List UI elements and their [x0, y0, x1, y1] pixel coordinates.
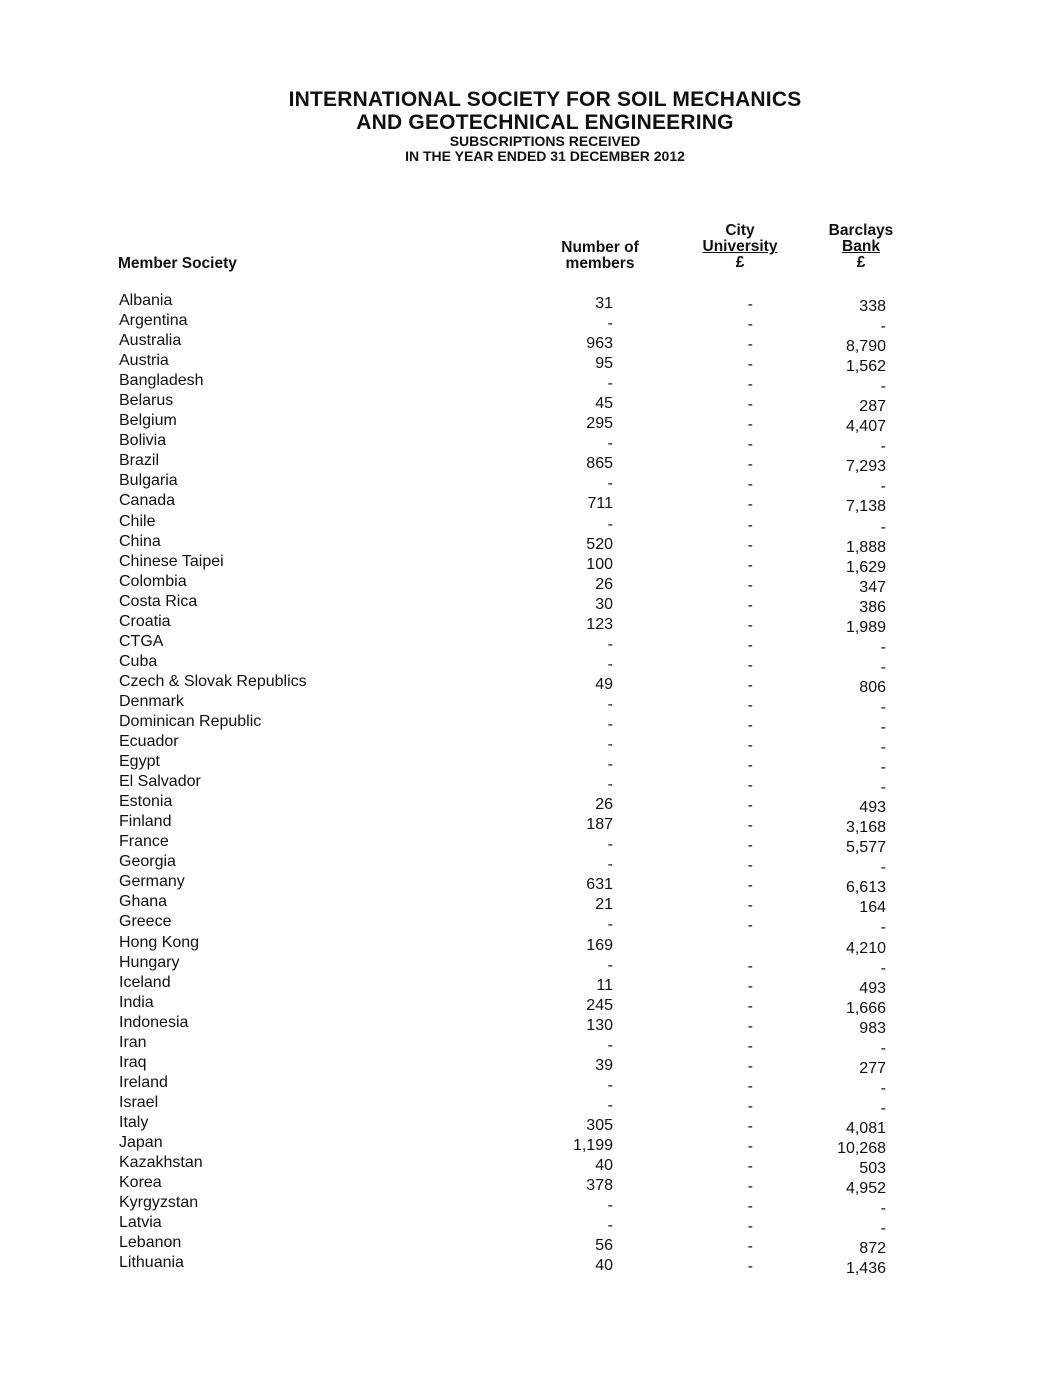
member-society-name: Lithuania: [119, 1254, 184, 1272]
member-society-name: Georgia: [119, 853, 176, 871]
column-header-number-of-members: [540, 240, 660, 272]
city-university-cell: -: [747, 396, 753, 414]
barclays-bank-cell: -: [880, 438, 886, 456]
bank-header-line-2: Bank: [842, 238, 880, 255]
member-society-name: Brazil: [119, 452, 160, 470]
member-society-name: Costa Rica: [119, 592, 198, 610]
barclays-bank-cell: -: [880, 318, 886, 336]
table-row: [0, 512, 1043, 536]
city-university-cell: -: [747, 316, 753, 334]
subscriptions-table-body: [0, 292, 1043, 1278]
table-row: [0, 973, 1043, 997]
bank-header-line-1: Barclays: [828, 222, 894, 239]
city-university-cell: -: [747, 616, 753, 634]
number-of-members-cell: -: [607, 375, 613, 393]
member-society-name: Finland: [119, 813, 172, 831]
number-of-members-cell: -: [607, 836, 613, 854]
table-row: [0, 1254, 1043, 1278]
number-of-members-cell: -: [607, 515, 613, 533]
member-society-name: India: [119, 993, 154, 1011]
table-row: [0, 472, 1043, 496]
number-of-members-cell: 865: [586, 455, 613, 473]
table-row: [0, 652, 1043, 676]
table-row: [0, 953, 1043, 977]
number-of-members-cell: -: [607, 695, 613, 713]
member-society-name: France: [119, 833, 169, 851]
number-of-members-cell: -: [607, 956, 613, 974]
column-header-barclays-bank: [800, 223, 922, 271]
barclays-bank-cell: -: [880, 638, 886, 656]
member-society-name: Latvia: [119, 1214, 162, 1232]
barclays-bank-cell: -: [880, 739, 886, 757]
city-university-cell: -: [747, 1017, 753, 1035]
number-of-members-cell: -: [607, 756, 613, 774]
barclays-bank-cell: 4,952: [845, 1180, 886, 1198]
number-header-line-2: members: [565, 255, 635, 272]
number-of-members-cell: -: [607, 435, 613, 453]
member-society-name: Denmark: [119, 692, 184, 710]
table-row: [0, 712, 1043, 736]
city-header-line-2: University: [702, 238, 778, 255]
city-university-cell: -: [747, 1198, 753, 1216]
city-university-cell: -: [747, 797, 753, 815]
member-society-name: Australia: [119, 332, 182, 350]
member-society-name: Ecuador: [119, 733, 179, 751]
member-society-name: Chinese Taipei: [119, 552, 224, 570]
number-of-members-cell: -: [607, 315, 613, 333]
number-of-members-cell: 31: [595, 295, 613, 312]
table-row: [0, 893, 1043, 917]
barclays-bank-cell: 806: [859, 678, 886, 696]
barclays-bank-cell: 1,989: [845, 618, 886, 636]
barclays-bank-cell: 386: [859, 598, 886, 616]
barclays-bank-cell: 493: [859, 799, 886, 817]
table-row: [0, 592, 1043, 616]
city-university-cell: -: [747, 656, 753, 674]
number-of-members-cell: 95: [595, 355, 613, 373]
city-university-cell: -: [747, 1158, 753, 1176]
table-row: [0, 492, 1043, 516]
number-of-members-cell: 26: [595, 575, 613, 593]
table-row: [0, 332, 1043, 356]
number-of-members-cell: 130: [586, 1016, 613, 1034]
barclays-bank-cell: -: [880, 779, 886, 797]
barclays-bank-cell: -: [880, 378, 886, 396]
table-row: [0, 1013, 1043, 1037]
city-university-cell: -: [747, 837, 753, 855]
table-row: [0, 532, 1043, 556]
number-of-members-cell: -: [607, 1096, 613, 1114]
number-of-members-cell: 187: [586, 816, 613, 834]
number-of-members-cell: 295: [586, 415, 613, 433]
number-of-members-cell: 378: [586, 1177, 613, 1195]
member-society-name: Austria: [119, 352, 169, 370]
number-of-members-cell: 11: [596, 976, 613, 994]
number-of-members-cell: -: [607, 1036, 613, 1054]
city-university-cell: -: [747, 636, 753, 654]
barclays-bank-cell: 4,210: [845, 939, 886, 957]
table-row: [0, 1073, 1043, 1097]
city-university-cell: -: [747, 957, 753, 975]
table-row: [0, 672, 1043, 696]
member-society-name: Bulgaria: [119, 472, 178, 490]
barclays-bank-cell: 1,629: [845, 558, 886, 576]
city-header-line-1: City: [725, 222, 755, 239]
member-society-name: Iraq: [119, 1053, 147, 1071]
table-row: [0, 1033, 1043, 1057]
barclays-bank-cell: -: [880, 658, 886, 676]
city-university-cell: -: [747, 897, 753, 915]
member-society-label: Member Society: [118, 255, 237, 272]
table-row: [0, 392, 1043, 416]
barclays-bank-cell: 1,436: [845, 1260, 886, 1278]
table-row: [0, 933, 1043, 957]
number-of-members-cell: -: [607, 1197, 613, 1215]
city-university-cell: -: [747, 1178, 753, 1196]
city-university-cell: -: [747, 977, 753, 995]
bank-header-currency: £: [856, 254, 866, 271]
table-row: [0, 692, 1043, 716]
barclays-bank-cell: 493: [859, 979, 886, 997]
city-university-cell: -: [747, 456, 753, 474]
barclays-bank-cell: 287: [859, 398, 886, 416]
report-header: [0, 88, 1043, 164]
number-of-members-cell: 21: [595, 896, 613, 914]
barclays-bank-cell: 503: [859, 1160, 886, 1178]
city-university-cell: -: [747, 917, 753, 935]
number-of-members-cell: 711: [587, 495, 613, 513]
number-of-members-cell: -: [607, 856, 613, 874]
city-university-cell: -: [747, 1037, 753, 1055]
city-university-cell: -: [747, 877, 753, 895]
city-university-cell: -: [747, 336, 753, 354]
table-row: [0, 853, 1043, 877]
table-row: [0, 432, 1043, 456]
member-society-name: Bolivia: [119, 432, 167, 450]
number-of-members-cell: 305: [586, 1116, 613, 1134]
city-university-cell: -: [747, 576, 753, 594]
city-university-cell: -: [747, 757, 753, 775]
table-row: [0, 452, 1043, 476]
barclays-bank-cell: 1,666: [845, 999, 886, 1017]
member-society-name: Cuba: [119, 652, 158, 670]
barclays-bank-cell: 4,407: [845, 418, 886, 436]
member-society-name: Israel: [119, 1093, 159, 1111]
member-society-name: Czech & Slovak Republics: [119, 672, 307, 690]
number-of-members-cell: -: [607, 736, 613, 754]
table-row: [0, 773, 1043, 797]
member-society-name: CTGA: [119, 632, 164, 650]
table-row: [0, 1154, 1043, 1178]
city-university-cell: -: [747, 696, 753, 714]
number-of-members-cell: -: [607, 1217, 613, 1235]
number-of-members-cell: -: [607, 475, 613, 493]
city-header-currency: £: [735, 254, 745, 271]
member-society-name: Croatia: [119, 612, 171, 630]
table-row: [0, 292, 1043, 315]
barclays-bank-cell: 1,888: [845, 538, 886, 556]
city-university-cell: -: [747, 1117, 753, 1135]
number-of-members-cell: 245: [586, 996, 613, 1014]
number-of-members-cell: -: [607, 1076, 613, 1094]
number-of-members-cell: 49: [595, 675, 613, 693]
city-university-cell: -: [747, 817, 753, 835]
barclays-bank-cell: 7,138: [845, 498, 886, 516]
table-row: [0, 993, 1043, 1017]
barclays-bank-cell: 10,268: [837, 1139, 886, 1157]
member-society-name: Ghana: [119, 893, 168, 911]
table-row: [0, 572, 1043, 596]
report-subtitle-2: IN THE YEAR ENDED 31 DECEMBER 2012: [405, 148, 685, 164]
report-subtitle-1: SUBSCRIPTIONS RECEIVED: [449, 133, 641, 149]
barclays-bank-cell: 872: [859, 1240, 886, 1258]
barclays-bank-cell: 1,562: [845, 358, 886, 376]
city-university-cell: -: [747, 416, 753, 434]
barclays-bank-cell: 983: [859, 1019, 886, 1037]
table-row: [0, 813, 1043, 837]
city-university-cell: -: [747, 1077, 753, 1095]
member-society-name: Indonesia: [119, 1013, 189, 1031]
number-of-members-cell: 39: [595, 1056, 613, 1074]
column-header-city-university: [680, 223, 800, 271]
number-of-members-cell: -: [607, 715, 613, 733]
number-of-members-cell: 30: [595, 595, 613, 613]
table-row: [0, 632, 1043, 656]
barclays-bank-cell: -: [880, 1200, 886, 1218]
member-society-name: Korea: [119, 1174, 162, 1192]
barclays-bank-cell: 4,081: [845, 1119, 886, 1137]
barclays-bank-cell: -: [880, 518, 886, 536]
member-society-name: Chile: [119, 512, 156, 530]
city-university-cell: -: [747, 436, 753, 454]
member-society-name: Bangladesh: [119, 372, 204, 390]
number-of-members-cell: 26: [595, 796, 613, 814]
table-row: [0, 733, 1043, 757]
table-row: [0, 372, 1043, 396]
table-row: [0, 612, 1043, 636]
table-row: [0, 873, 1043, 897]
barclays-bank-cell: -: [880, 478, 886, 496]
member-society-name: Greece: [119, 913, 172, 931]
table-row: [0, 1194, 1043, 1218]
table-row: [0, 1113, 1043, 1137]
table-row: [0, 1133, 1043, 1157]
table-row: [0, 793, 1043, 817]
number-of-members-cell: 520: [586, 535, 613, 553]
number-header-line-1: Number of: [561, 239, 639, 256]
member-society-name: Germany: [119, 873, 185, 891]
barclays-bank-cell: -: [880, 1220, 886, 1238]
number-of-members-cell: 169: [586, 936, 613, 954]
city-university-cell: -: [747, 476, 753, 494]
table-row: [0, 312, 1043, 336]
member-society-name: Japan: [119, 1133, 163, 1151]
city-university-cell: -: [747, 296, 753, 313]
city-university-cell: -: [747, 676, 753, 694]
barclays-bank-cell: 338: [859, 298, 886, 315]
member-society-name: Colombia: [119, 572, 187, 590]
member-society-name: Egypt: [119, 753, 160, 771]
number-of-members-cell: 45: [595, 395, 613, 413]
table-row: [0, 1174, 1043, 1198]
barclays-bank-cell: -: [880, 1039, 886, 1057]
member-society-name: Lebanon: [119, 1234, 182, 1252]
barclays-bank-cell: 277: [859, 1059, 886, 1077]
barclays-bank-cell: -: [880, 718, 886, 736]
city-university-cell: -: [747, 536, 753, 554]
city-university-cell: -: [747, 496, 753, 514]
city-university-cell: -: [747, 737, 753, 755]
barclays-bank-cell: 7,293: [845, 458, 886, 476]
barclays-bank-cell: -: [880, 1099, 886, 1117]
barclays-bank-cell: -: [880, 759, 886, 777]
barclays-bank-cell: -: [880, 959, 886, 977]
city-university-cell: -: [747, 777, 753, 795]
member-society-name: Dominican Republic: [119, 712, 262, 730]
member-society-name: Belarus: [119, 392, 174, 410]
city-university-cell: -: [747, 1057, 753, 1075]
city-university-cell: -: [747, 1137, 753, 1155]
table-row: [0, 1214, 1043, 1238]
table-row: [0, 352, 1043, 376]
table-row: [0, 833, 1043, 857]
city-university-cell: -: [747, 376, 753, 394]
table-row: [0, 1234, 1043, 1258]
table-row: [0, 753, 1043, 777]
report-title-line-2: AND GEOTECHNICAL ENGINEERING: [356, 111, 734, 134]
member-society-name: China: [119, 532, 161, 550]
number-of-members-cell: -: [607, 635, 613, 653]
number-of-members-cell: 123: [586, 615, 613, 633]
member-society-name: Belgium: [119, 412, 177, 430]
member-society-name: Estonia: [119, 793, 173, 811]
member-society-name: Hungary: [119, 953, 180, 971]
city-university-cell: -: [747, 596, 753, 614]
table-row: [0, 913, 1043, 937]
barclays-bank-cell: 5,577: [845, 839, 886, 857]
member-society-name: Ireland: [119, 1073, 168, 1091]
member-society-name: Kazakhstan: [119, 1154, 203, 1172]
city-university-cell: -: [747, 356, 753, 374]
number-of-members-cell: 40: [595, 1157, 613, 1175]
number-of-members-cell: 56: [595, 1237, 613, 1255]
city-university-cell: -: [747, 997, 753, 1015]
member-society-name: Argentina: [119, 312, 188, 330]
barclays-bank-cell: 347: [859, 578, 886, 596]
barclays-bank-cell: -: [880, 859, 886, 877]
number-of-members-cell: -: [607, 655, 613, 673]
barclays-bank-cell: -: [880, 919, 886, 937]
member-society-name: Iceland: [119, 973, 171, 991]
barclays-bank-cell: 164: [859, 899, 886, 917]
barclays-bank-cell: 8,790: [845, 338, 886, 356]
member-society-name: Kyrgyzstan: [119, 1194, 199, 1212]
city-university-cell: -: [747, 1258, 753, 1276]
barclays-bank-cell: 3,168: [845, 819, 886, 837]
number-of-members-cell: -: [607, 776, 613, 794]
table-row: [0, 552, 1043, 576]
number-of-members-cell: 963: [586, 335, 613, 353]
table-row: [0, 1053, 1043, 1077]
city-university-cell: -: [747, 516, 753, 534]
number-of-members-cell: -: [607, 916, 613, 934]
city-university-cell: -: [747, 1218, 753, 1236]
city-university-cell: -: [747, 1097, 753, 1115]
table-row: [0, 1093, 1043, 1117]
barclays-bank-cell: 6,613: [845, 879, 886, 897]
number-of-members-cell: 1,199: [572, 1136, 613, 1154]
city-university-cell: -: [747, 1238, 753, 1256]
member-society-name: Iran: [119, 1033, 147, 1051]
table-row: [0, 412, 1043, 436]
report-title-line-1: INTERNATIONAL SOCIETY FOR SOIL MECHANICS: [288, 88, 802, 111]
city-university-cell: -: [747, 857, 753, 875]
member-society-name: El Salvador: [119, 773, 201, 791]
number-of-members-cell: 40: [595, 1257, 613, 1275]
member-society-name: Albania: [119, 292, 173, 309]
city-university-cell: -: [747, 716, 753, 734]
city-university-cell: -: [747, 556, 753, 574]
number-of-members-cell: 631: [586, 876, 613, 894]
member-society-name: Canada: [119, 492, 176, 510]
barclays-bank-cell: -: [880, 1079, 886, 1097]
barclays-bank-cell: -: [880, 698, 886, 716]
member-society-name: Italy: [119, 1113, 149, 1131]
column-header-member-society: [118, 256, 237, 272]
member-society-name: Hong Kong: [119, 933, 200, 951]
number-of-members-cell: 100: [586, 555, 613, 573]
